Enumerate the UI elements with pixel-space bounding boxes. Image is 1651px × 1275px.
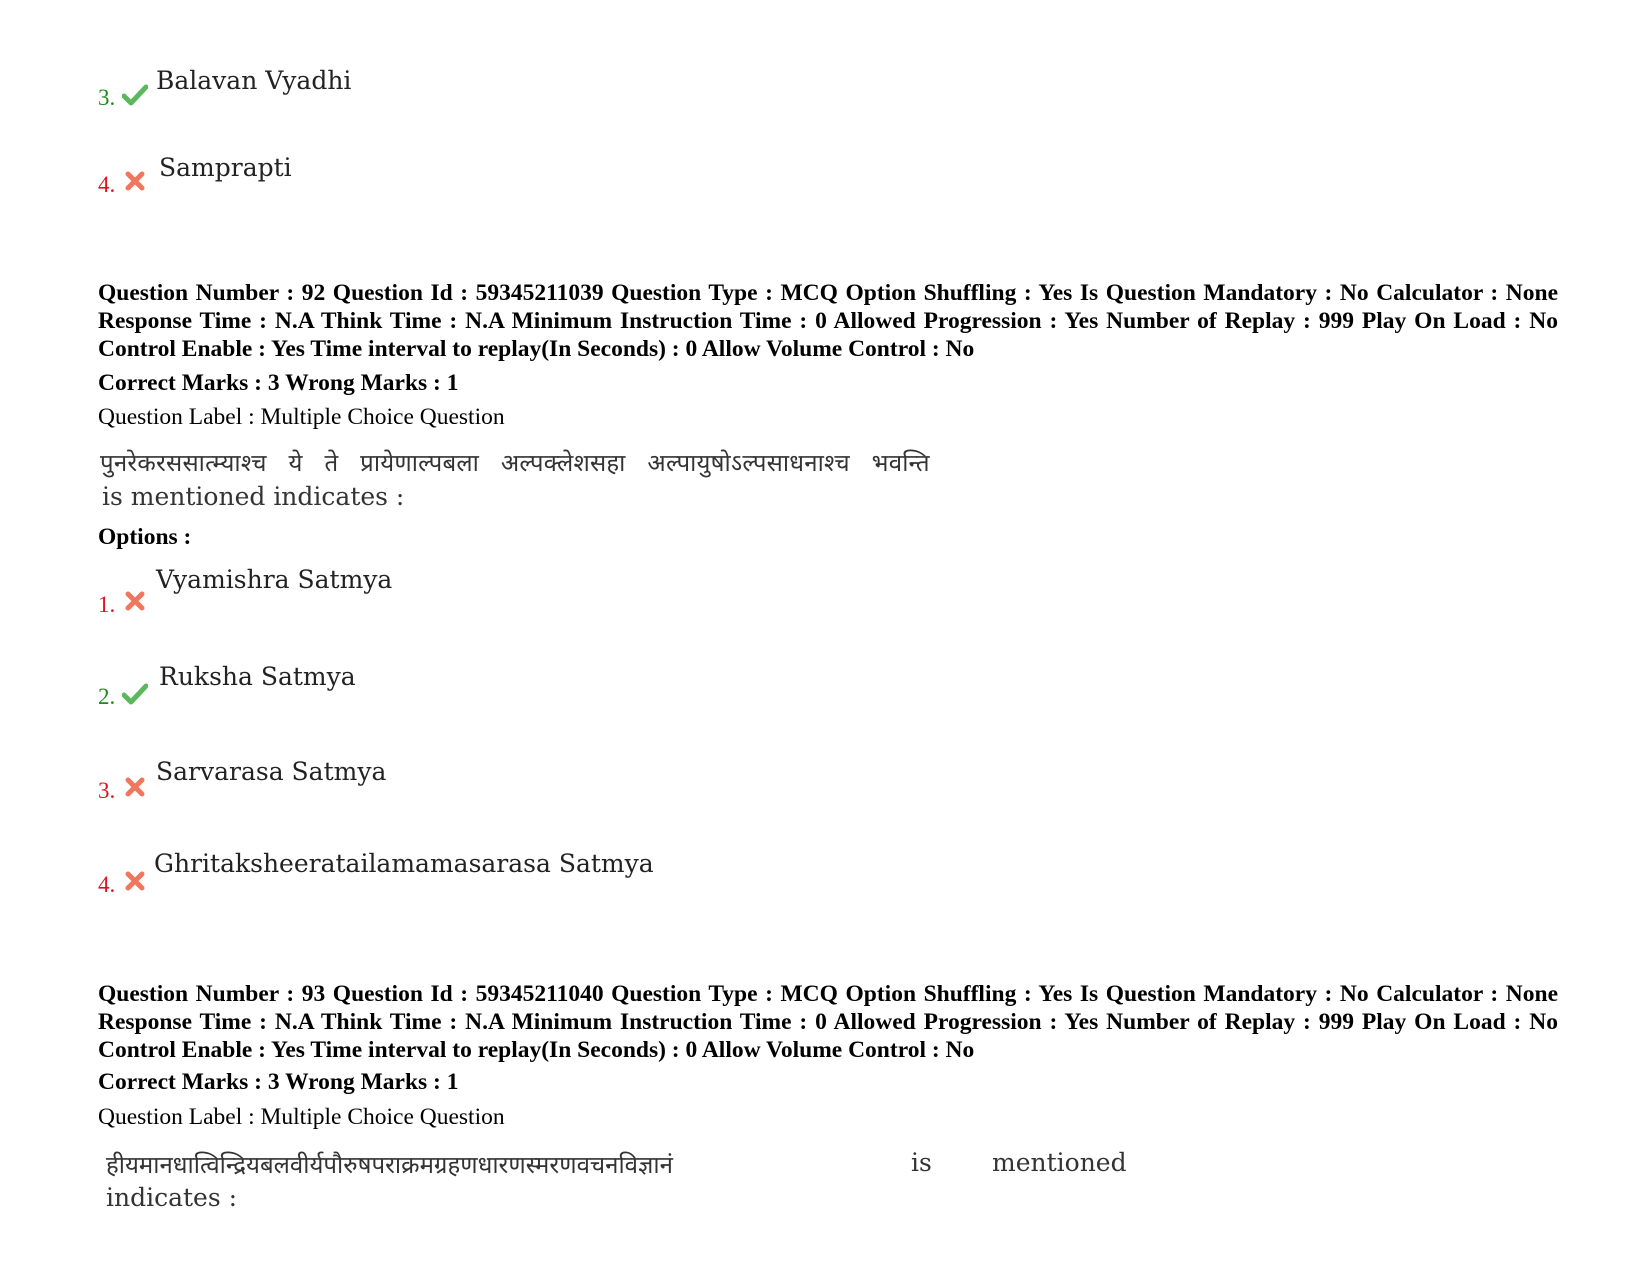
option-text: Ruksha Satmya <box>159 662 356 691</box>
question-label: Question Label : Multiple Choice Question <box>98 1104 505 1130</box>
option-number: 4. <box>98 172 116 197</box>
question-marks: Correct Marks : 3 Wrong Marks : 1 <box>98 370 459 396</box>
question-text-word: mentioned <box>992 1148 1127 1177</box>
option-number: 3. <box>98 85 116 110</box>
check-icon <box>122 84 148 106</box>
option-text: Sarvarasa Satmya <box>156 757 387 786</box>
question-text-english: indicates : <box>106 1183 238 1212</box>
question-meta: Question Number : 92 Question Id : 59345211039 Question Type : MCQ Option Shuffling : Yes Is Question Mandatory : No Calculator : None Response Time : N.A Think Time : N.A Minimum Instruction Time : 0 Allowed Progression : Yes Number of Replay : 999 Play On Load : No Control Enable : Yes Time interval to replay(In Seconds) : 0 Allow Volume Control : No <box>98 280 1558 362</box>
question-label: Question Label : Multiple Choice Question <box>98 404 505 430</box>
question-marks: Correct Marks : 3 Wrong Marks : 1 <box>98 1069 459 1095</box>
check-icon <box>122 683 148 705</box>
cross-icon <box>122 776 148 798</box>
question-meta: Question Number : 93 Question Id : 59345211040 Question Type : MCQ Option Shuffling : Yes Is Question Mandatory : No Calculator : None Response Time : N.A Think Time : N.A Minimum Instruction Time : 0 Allowed Progression : Yes Number of Replay : 999 Play On Load : No Control Enable : Yes Time interval to replay(In Seconds) : 0 Allow Volume Control : No <box>98 981 1558 1063</box>
question-text-sanskrit: पुनरेकरससात्म्याश्च ये ते प्रायेणाल्पबला अल्पक्लेशसहा अल्पायुषोऽल्पसाधनाश्च भवन्ति <box>100 449 930 477</box>
cross-icon <box>122 870 148 892</box>
options-heading: Options : <box>98 524 192 550</box>
option-text: Ghritaksheeratailamamasarasa Satmya <box>154 849 654 878</box>
question-text-word: is <box>911 1148 932 1177</box>
option-text: Samprapti <box>159 153 292 182</box>
option-number: 4. <box>98 872 116 897</box>
option-number: 3. <box>98 778 116 803</box>
question-text-sanskrit: हीयमानधात्विन्द्रियबलवीर्यपौरुषपराक्रमग्रहणधारणस्मरणवचनविज्ञानं <box>106 1151 673 1179</box>
question-text-english: is mentioned indicates : <box>102 482 405 511</box>
option-text: Balavan Vyadhi <box>156 66 352 95</box>
cross-icon <box>122 590 148 612</box>
option-number: 1. <box>98 592 116 617</box>
option-text: Vyamishra Satmya <box>156 565 393 594</box>
option-number: 2. <box>98 684 116 709</box>
cross-icon <box>122 170 148 192</box>
